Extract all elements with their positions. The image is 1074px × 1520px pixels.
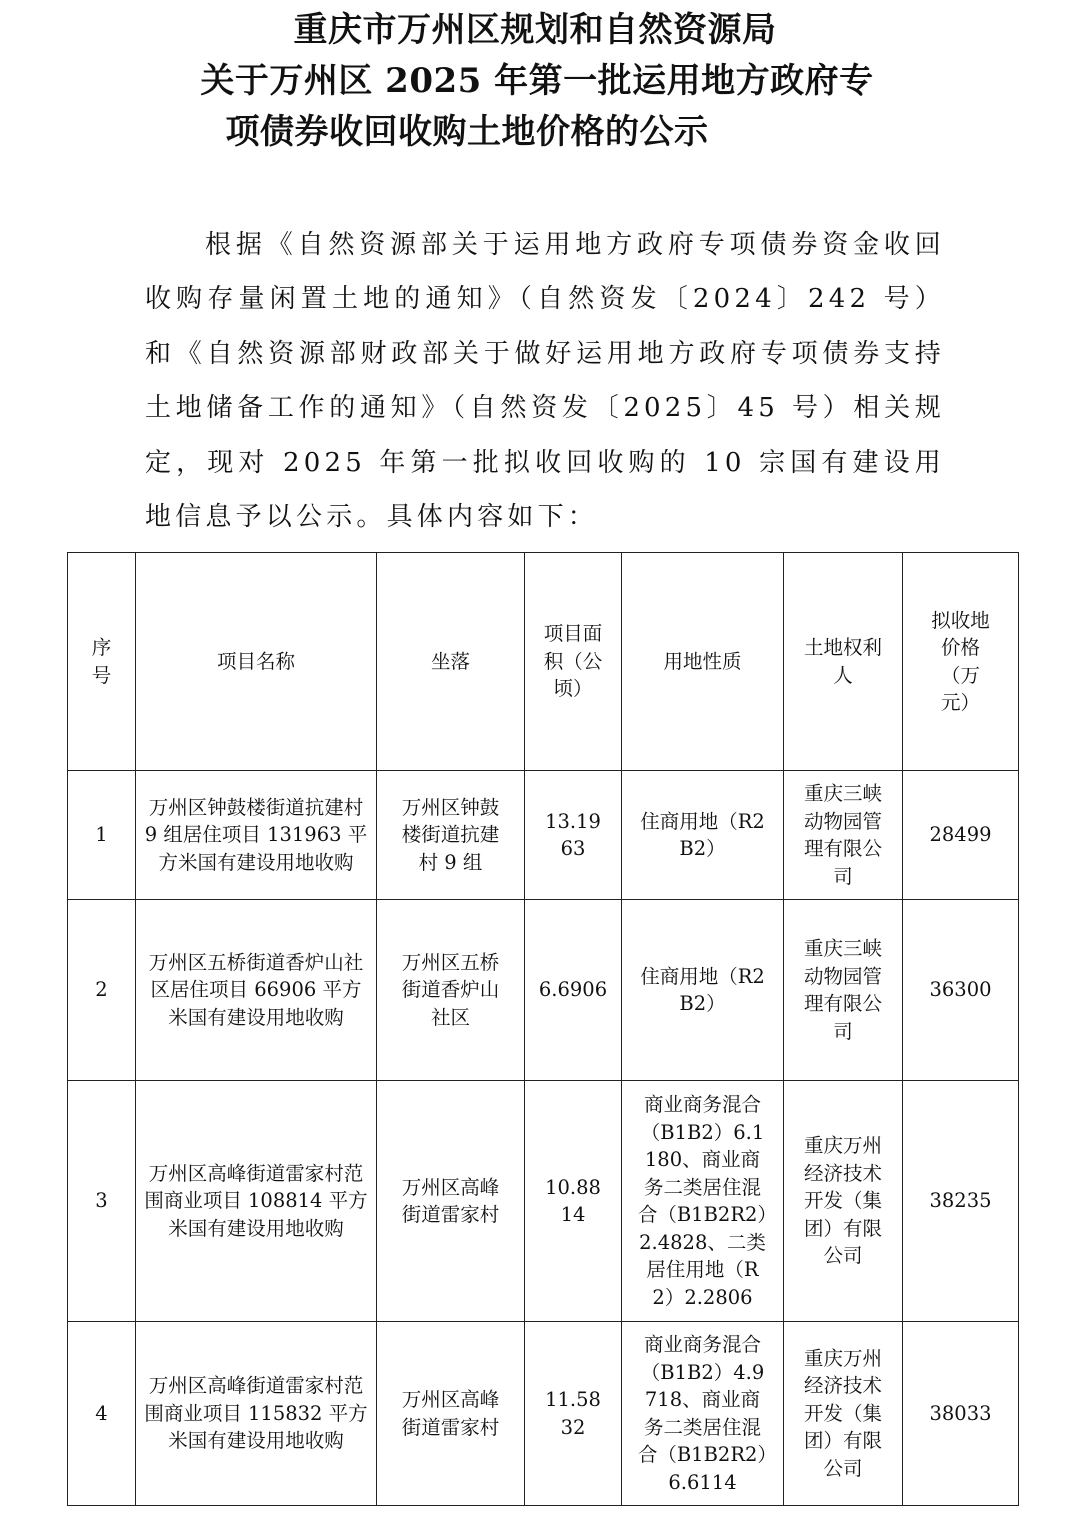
cell-name: 万州区高峰街道雷家村范围商业项目 108814 平方米国有建设用地收购 [136,1081,377,1322]
cell-area: 11.5832 [525,1322,622,1506]
doc-title-line-2: 关于万州区 2025 年第一批运用地方政府专 [200,61,874,101]
header-cell-location: 坐落 [377,553,525,771]
cell-name: 万州区高峰街道雷家村范围商业项目 115832 平方米国有建设用地收购 [136,1322,377,1506]
cell-no: 2 [68,900,136,1081]
cell-name: 万州区五桥街道香炉山社区居住项目 66906 平方米国有建设用地收购 [136,900,377,1081]
doc-title-line-1: 重庆市万州区规划和自然资源局 [293,10,777,50]
cell-use: 住商用地（R2B2） [622,771,784,900]
cell-use: 商业商务混合（B1B2）4.9718、商业商务二类居住混合（B1B2R2）6.6114 [622,1322,784,1506]
header-cell-use: 用地性质 [622,553,784,771]
table-header-row [68,553,1019,771]
cell-owner: 重庆三峡动物园管理有限公司 [784,900,903,1081]
cell-price: 36300 [903,900,1019,1081]
cell-location: 万州区高峰街道雷家村 [377,1081,525,1322]
cell-name: 万州区钟鼓楼街道抗建村 9 组居住项目 131963 平方米国有建设用地收购 [136,771,377,900]
header-cell-name: 项目名称 [136,553,377,771]
header-cell-area: 项目面积（公顷） [525,553,622,771]
cell-location: 万州区钟鼓楼街道抗建村 9 组 [377,771,525,900]
cell-owner: 重庆三峡动物园管理有限公司 [784,771,903,900]
cell-area: 10.8814 [525,1081,622,1322]
table-row [68,1322,1019,1506]
doc-title-line-3: 项债券收回收购土地价格的公示 [225,112,709,152]
cell-price: 38235 [903,1081,1019,1322]
table-row [68,900,1019,1081]
cell-use: 商业商务混合（B1B2）6.1180、商业商务二类居住混合（B1B2R2）2.4828、二类居住用地（R2）2.2806 [622,1081,784,1322]
table-row [68,1081,1019,1322]
cell-price: 28499 [903,771,1019,900]
cell-no: 3 [68,1081,136,1322]
cell-price: 38033 [903,1322,1019,1506]
cell-location: 万州区高峰街道雷家村 [377,1322,525,1506]
cell-area: 6.6906 [525,900,622,1081]
header-cell-owner: 土地权利人 [784,553,903,771]
cell-no: 1 [68,771,136,900]
cell-location: 万州区五桥街道香炉山社区 [377,900,525,1081]
cell-owner: 重庆万州经济技术开发（集团）有限公司 [784,1081,903,1322]
cell-no: 4 [68,1322,136,1506]
header-cell-no: 序号 [68,553,136,771]
cell-owner: 重庆万州经济技术开发（集团）有限公司 [784,1322,903,1506]
header-cell-price: 拟收地价格（万元） [903,553,1019,771]
table-row [68,771,1019,900]
cell-area: 13.1963 [525,771,622,900]
cell-use: 住商用地（R2B2） [622,900,784,1081]
land-price-table [67,552,1019,1506]
intro-paragraph: 根据《自然资源部关于运用地方政府专项债券资金收回收购存量闲置土地的通知》（自然资发〔2024〕242 号）和《自然资源部财政部关于做好运用地方政府专项债券支持土地储备工作的通知》（自然资发〔2025〕45 号）相关规定，现对 2025 年第一批拟收回收购的 10 宗国有建设用地信息予以公示。具体内容如下： [145,230,945,533]
